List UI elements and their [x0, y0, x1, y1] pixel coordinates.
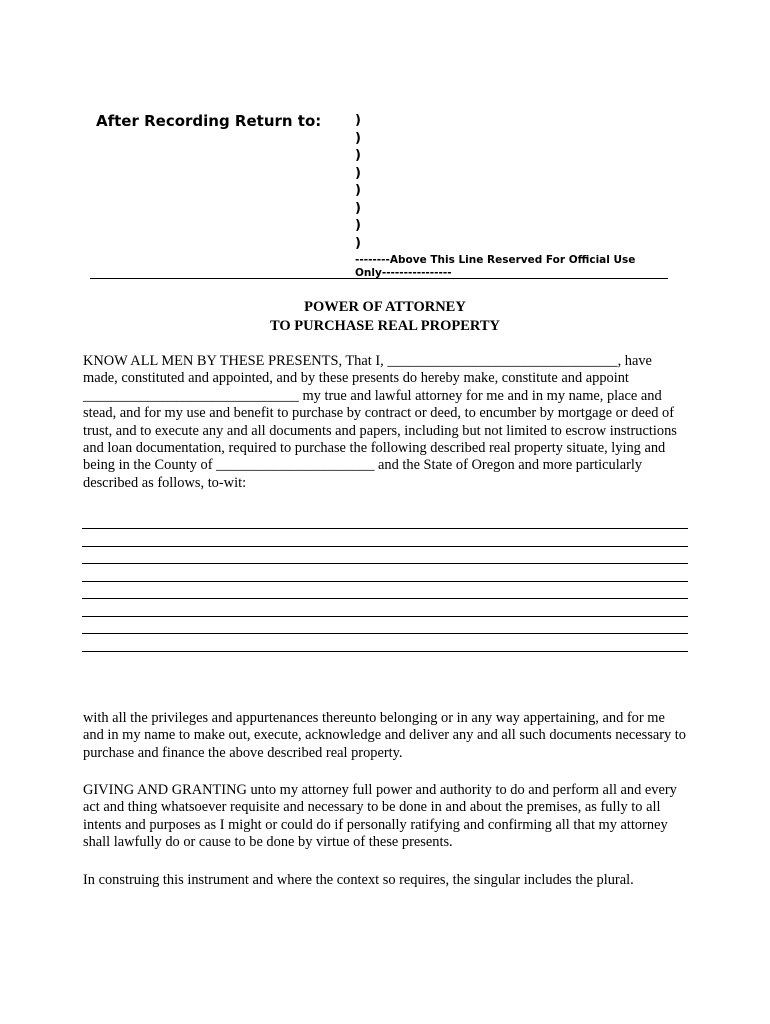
blank-line: [82, 563, 688, 564]
blank-line: [82, 546, 688, 547]
official-use-notice: --------Above This Line Reserved For Official Use Only----------------: [355, 254, 636, 279]
address-paren: ): [355, 200, 361, 216]
recording-return-label: After Recording Return to:: [96, 112, 322, 130]
granting-paragraph: GIVING AND GRANTING unto my attorney full power and authority to do and perform all and every act and thing whatsoever requisite and necessary to be done in and about the premises, as fully to all intents and purposes as I might or could do if personally ratifying and confirming all that my attorney shall lawfully do or cause to be done by virtue of these presents.: [83, 782, 677, 851]
address-paren: ): [355, 148, 361, 163]
blank-line: [82, 528, 688, 529]
address-paren: ): [355, 113, 361, 128]
blank-line: [82, 581, 688, 582]
blank-line: [82, 651, 688, 652]
address-paren: ): [355, 165, 361, 181]
address-paren: ): [355, 183, 361, 198]
address-paren: ): [355, 218, 361, 233]
header-divider: [90, 278, 668, 279]
blank-line: [82, 616, 688, 617]
document-title: POWER OF ATTORNEY: [304, 299, 466, 315]
privileges-paragraph: with all the privileges and appurtenances thereunto belonging or in any way appertaining, and for me and in my name to make out, execute, acknowledge and deliver any and all such documents necessary to purchase and finance the above described real property.: [83, 710, 687, 761]
appointment-paragraph: KNOW ALL MEN BY THESE PRESENTS, That I, ________________________________, have made, constituted and appointed, and by these presents do hereby make, constitute and appoint ______________________________ my true and lawful attorney for me and in my name, place and stead, and for my use and benefit to purchase by contract or deed, to encumber by mortgage or deed of trust, and to execute any and all documents and papers, including but not limited to escrow instructions and loan documentation, required to purchase the following described real property situate, lying and being in the County of ______________________ and the State of Oregon and more particularly described as follows, to-wit:: [83, 353, 677, 491]
address-paren: ): [355, 235, 361, 251]
address-paren: ): [355, 130, 361, 146]
blank-line: [82, 598, 688, 599]
document-subtitle: TO PURCHASE REAL PROPERTY: [269, 318, 501, 334]
blank-line: [82, 633, 688, 634]
construing-paragraph: In construing this instrument and where the context so requires, the singular includes the plural.: [83, 872, 634, 888]
recording-address-block: [355, 112, 361, 252]
